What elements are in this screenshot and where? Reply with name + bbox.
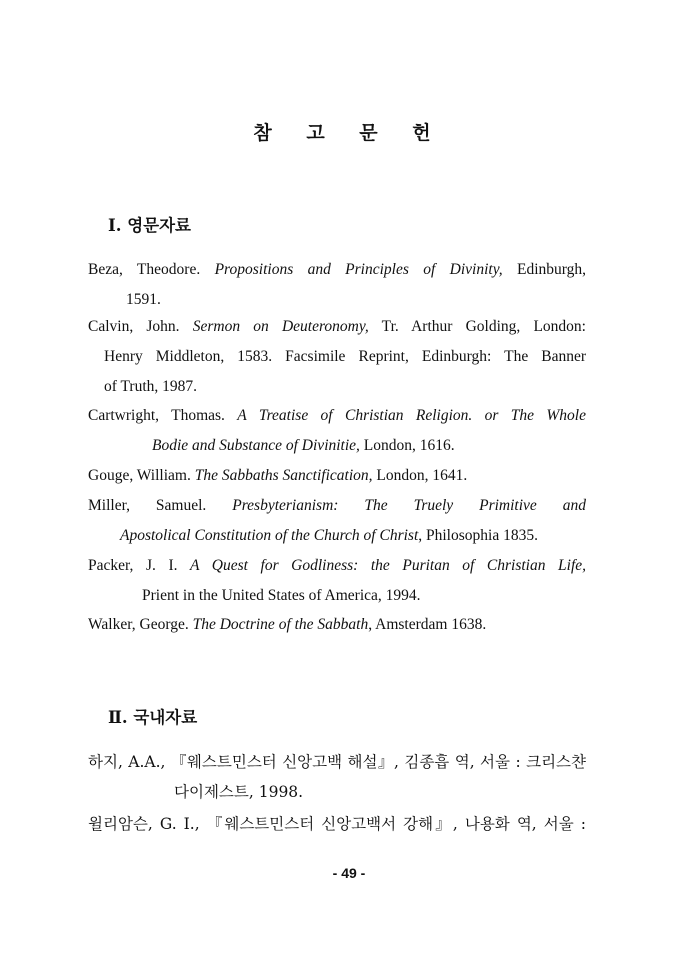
entry-line: Beza, Theodore. Propositions and Principles of Divinity, Edinburgh, xyxy=(88,261,587,278)
section-heading-korean: Ⅱ. 국내자료 xyxy=(108,708,198,727)
entry-line: Walker, George. The Doctrine of the Sabbath, Amsterdam 1638. xyxy=(88,616,487,633)
bibliography-entry xyxy=(88,491,586,551)
bibliography-entry xyxy=(88,551,586,611)
bibliography-entry xyxy=(88,401,586,461)
entry-line: Gouge, William. The Sabbaths Sanctification, London, 1641. xyxy=(88,467,468,484)
entry-line: Miller, Samuel. Presbyterianism: The Truely Primitive and xyxy=(88,497,586,514)
page-title: 참 고 문 헌 xyxy=(253,122,445,144)
entry-line: 다이제스트, 1998. xyxy=(174,783,304,801)
entry-line: Apostolical Constitution of the Church of Christ, Philosophia 1835. xyxy=(120,527,538,544)
bibliography-entry xyxy=(88,747,586,807)
bibliography-entry xyxy=(88,255,586,315)
entry-line: Henry Middleton, 1583. Facsimile Reprint, Edinburgh: The Banner xyxy=(104,348,586,365)
page-number: - 49 - xyxy=(332,865,366,881)
bibliography-entry xyxy=(88,809,586,839)
entry-line: Bodie and Substance of Divinitie, London, 1616. xyxy=(152,437,455,454)
entry-line: 하지, A.A., 『웨스트민스터 신앙고백 해설』, 김종흡 역, 서울 : 크리스챤 xyxy=(88,753,586,771)
entry-line: 윌리암슨, G. I., 『웨스트민스터 신앙고백서 강해』, 나용화 역, 서울 : xyxy=(88,815,586,833)
entry-line: Prient in the United States of America, 1994. xyxy=(142,587,421,604)
entry-line: Calvin, John. Sermon on Deuteronomy, Tr. Arthur Golding, London: xyxy=(88,318,586,335)
entry-line: Packer, J. I. A Quest for Godliness: the Puritan of Christian Life, xyxy=(88,557,587,574)
bibliography-entry xyxy=(88,610,586,640)
bibliography-entry xyxy=(88,461,586,491)
entry-line: Cartwright, Thomas. A Treatise of Christian Religion. or The Whole xyxy=(88,407,586,424)
bibliography-entry xyxy=(88,312,586,402)
entry-line: of Truth, 1987. xyxy=(104,378,198,395)
entry-line: 1591. xyxy=(126,291,161,308)
section-heading-english: Ⅰ. 영문자료 xyxy=(108,216,191,235)
